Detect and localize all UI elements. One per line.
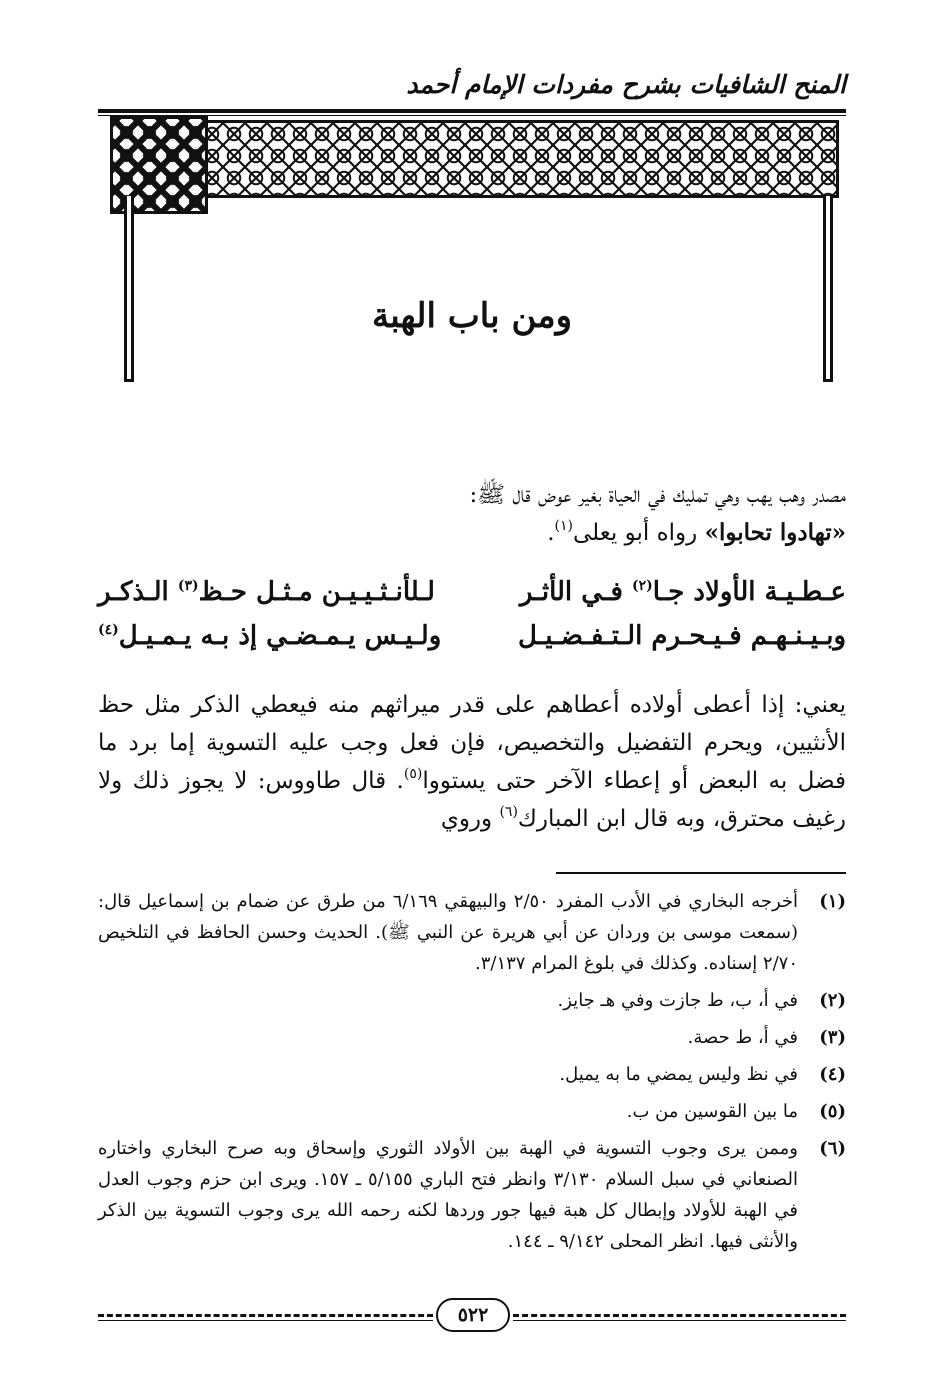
- verse-text: الـذكـر: [98, 577, 169, 607]
- verse-row-1: [98, 572, 846, 612]
- footnote-text: ما بين القوسين من ب.: [626, 1101, 798, 1122]
- footnote: [98, 1096, 846, 1127]
- footnote-number: (٣): [819, 1027, 846, 1048]
- footer-dashed-rule-right: [513, 1314, 846, 1317]
- footnote: [98, 1059, 846, 1090]
- chapter-frame-left-pillar: [124, 196, 134, 382]
- footnote-number: (٦): [819, 1138, 846, 1159]
- footnote-ref-5: (٥): [403, 766, 423, 782]
- footnote-ref-4: (٤): [98, 622, 119, 638]
- verse-text: فـي الأثـر: [519, 577, 623, 607]
- commentary-paragraph: [98, 686, 846, 838]
- footnote: [98, 886, 846, 979]
- verse-text: ولـيـس يـمـضـي إذ بـه يـمـيـل: [118, 621, 442, 651]
- footnote-ref-3: (٣): [177, 578, 199, 594]
- footnote: [98, 1022, 846, 1053]
- commentary-text: . قال طاووس: لا يجوز ذلك ولا رغيف محترق، وبه قال ابن المبارك: [98, 768, 846, 832]
- verse-text: وبـيـنـهـم فـيـحـرم الـتـفـضـيـل: [517, 621, 846, 651]
- hadith-source: رواه أبو يعلى: [573, 520, 698, 546]
- footnote-text: في أ، ب، ط جازت وفي هـ جايز.: [557, 990, 798, 1011]
- footer-rule-right: [513, 1320, 846, 1321]
- footnote-number: (٤): [819, 1064, 846, 1085]
- commentary-text: يعني: إذا أعطى أولاده أعطاهم على قدر ميراثهم منه فيعطي الذكر مثل حظ الأنثيين، ويحرم التفضيل والتخصيص، فإن فعل وجب عليه التسوية إما برد ما فضل به البعض أو إعطاء الآخر حتى يستووا: [98, 692, 846, 794]
- footnote-number: (٢): [819, 990, 846, 1011]
- intro-paragraph: [98, 476, 846, 552]
- footnote: [98, 985, 846, 1016]
- intro-end: .: [547, 520, 555, 546]
- verse-text: عـطـيـة الأولاد جـا: [652, 577, 846, 607]
- footnotes: [98, 886, 846, 1263]
- page-footer: [98, 1296, 846, 1336]
- footnote-ref-6: (٦): [499, 804, 518, 820]
- verse-hemistich-1b: [98, 572, 448, 612]
- footnote-ref-2: (٢): [631, 578, 653, 594]
- verse-text: لـلأنـثـيـيـن مـثـل حـظ: [198, 577, 435, 607]
- running-head: المنح الشافيات بشرح مفردات الإمام أحمد: [406, 70, 846, 99]
- hadith-quote: «تهادوا تحابوا»: [704, 519, 846, 546]
- footnote-number: (٥): [819, 1101, 846, 1122]
- footer-dashed-rule-left: [98, 1314, 433, 1317]
- intro-line: مصدر وهب يهب وهي تمليك في الحياة بغير عوض قال ﷺ:: [469, 482, 846, 508]
- commentary-text: وروي: [440, 806, 500, 832]
- chapter-ornament-band: [110, 120, 839, 198]
- footer-rule-left: [98, 1320, 433, 1321]
- header-rule: [98, 109, 846, 113]
- footnote-text: في نظ وليس يمضي ما به يميل.: [559, 1064, 798, 1085]
- page-number: ٥٢٢: [436, 1298, 510, 1332]
- footnote: [98, 1133, 846, 1257]
- verse-hemistich-2a: [496, 616, 846, 656]
- footnote-text: في أ، ط حصة.: [687, 1027, 798, 1048]
- header-rule-thin: [98, 115, 846, 116]
- footnote-separator: [556, 872, 846, 874]
- footnote-text: أخرجه البخاري في الأدب المفرد ٢/٥٠ والبيهقي ٦/١٦٩ من طرق عن ضمام بن إسماعيل قال: (سمعت موسى بن وردان عن أبي هريرة عن النبي ﷺ). الحديث وحسن الحافظ في التلخيص ٢/٧٠ إسناده. وكذلك في بلوغ المرام ٣/١٣٧.: [98, 891, 799, 974]
- verse-hemistich-1a: [496, 572, 846, 612]
- footnote-number: (١): [819, 891, 846, 912]
- verse-hemistich-2b: [98, 616, 448, 656]
- chapter-frame-right-pillar: [823, 196, 833, 382]
- footnote-text: وممن يرى وجوب التسوية في الهبة بين الأولاد الثوري وإسحاق وبه صرح البخاري واختاره الصنعاني في سبل السلام ٣/١٣٠ وانظر فتح الباري ٥/١٥٥ ـ ١٥٧. ويرى ابن حزم وجوب العدل في الهبة للأولاد وإبطال كل هبة فيها جور وردها لكنه رحمه الله يرى وجوب التسوية بين الذكر والأنثى فيها. انظر المحلى ٩/١٤٢ ـ ١٤٤.: [98, 1138, 799, 1252]
- verse-row-2: [98, 616, 846, 656]
- chapter-title: ومن باب الهبة: [372, 296, 572, 336]
- footnote-ref-1: (١): [554, 518, 574, 534]
